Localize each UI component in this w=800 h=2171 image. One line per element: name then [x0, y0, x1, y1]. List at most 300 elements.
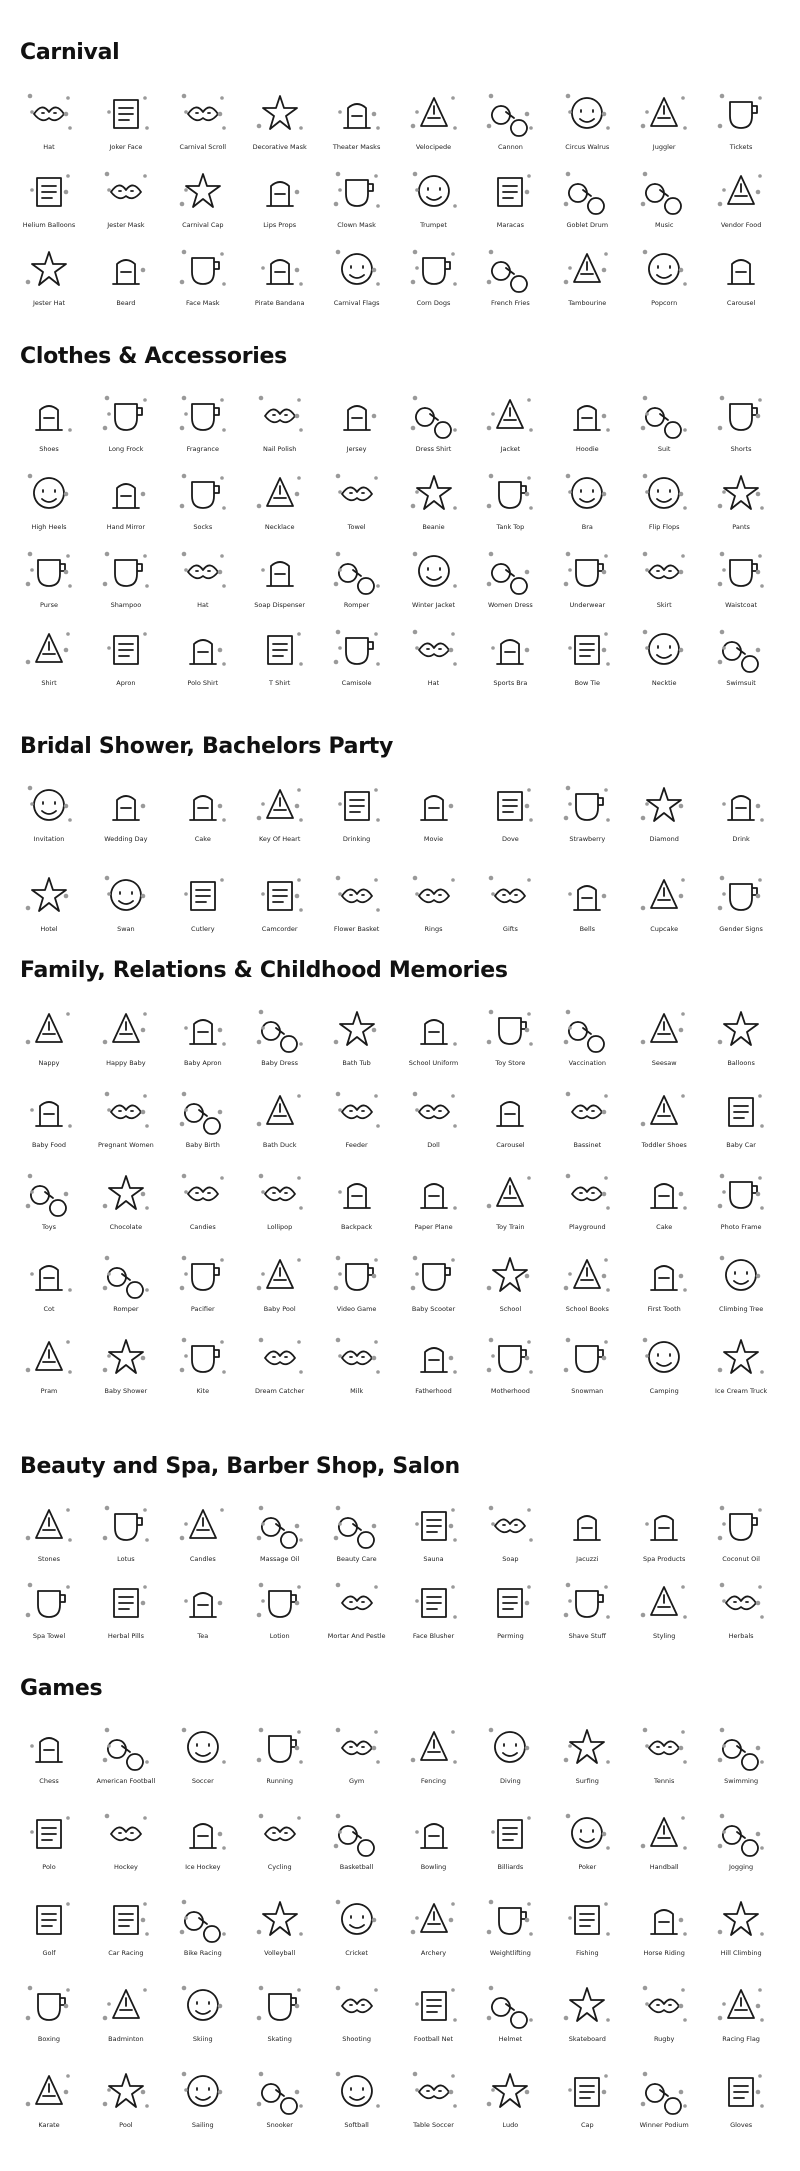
car-racing-icon — [99, 1892, 153, 1946]
decor-dot — [103, 1286, 108, 1291]
decor-dot — [179, 1368, 184, 1373]
decor-dot — [604, 1094, 608, 1098]
carnival-flags-icon — [330, 242, 384, 296]
icon-tile-carnival-cap — [165, 164, 241, 229]
decor-dot — [606, 1846, 610, 1850]
decor-dot — [412, 1092, 417, 1097]
tambourine-icon — [560, 242, 614, 296]
dress-shirt-icon — [407, 388, 461, 442]
decor-dot — [64, 2004, 69, 2009]
decor-dot — [525, 570, 530, 575]
decor-dot — [722, 892, 726, 896]
decor-dot — [683, 126, 687, 130]
camping-icon — [637, 1330, 691, 1384]
tank-top-icon — [483, 466, 537, 520]
icon-tile-ice-hockey — [165, 1806, 241, 1871]
decor-dot — [66, 632, 70, 636]
icon-caption: Skateboard — [568, 2035, 606, 2043]
decor-dot — [26, 582, 31, 587]
icon-tile-lollipop — [242, 1166, 318, 1231]
icon-caption: Diamond — [649, 835, 679, 843]
decor-dot — [758, 1508, 762, 1512]
decor-dot — [453, 584, 457, 588]
decor-dot — [720, 1256, 725, 1261]
shoes-icon — [22, 388, 76, 442]
shirt-icon — [22, 622, 76, 676]
toy-train-icon — [483, 1166, 537, 1220]
decor-dot — [222, 1042, 226, 1046]
decor-dot — [220, 1340, 224, 1344]
icon-tile-dream-catcher — [242, 1330, 318, 1395]
decor-dot — [528, 174, 532, 178]
icon-caption: Playground — [569, 1223, 606, 1231]
decor-dot — [564, 1613, 569, 1618]
lips-props-icon — [253, 164, 307, 218]
decor-dot — [26, 1368, 31, 1373]
american-football-icon — [99, 1720, 153, 1774]
decor-dot — [335, 172, 340, 177]
decor-dot — [568, 1272, 572, 1276]
icon-caption: High Heels — [31, 523, 67, 531]
decor-dot — [371, 1524, 376, 1529]
face-mask-icon — [176, 242, 230, 296]
icon-caption: Running — [266, 1777, 293, 1785]
decor-dot — [30, 1744, 34, 1748]
decor-dot — [756, 1601, 761, 1606]
decor-dot — [64, 492, 69, 497]
decor-dot — [487, 1930, 492, 1935]
decor-dot — [181, 1728, 186, 1733]
decor-dot — [261, 1272, 265, 1276]
decor-dot — [374, 1258, 378, 1262]
decor-dot — [525, 2090, 530, 2095]
decor-dot — [530, 1042, 534, 1046]
icon-caption: Socks — [193, 523, 213, 531]
icon-caption: Winner Podium — [639, 2121, 689, 2129]
icon-tile-suit — [626, 388, 702, 453]
icon-tile-baby-food — [11, 1084, 87, 1149]
icon-tile-chocolate — [88, 1166, 164, 1231]
icon-caption: Gifts — [502, 925, 518, 933]
decor-dot — [487, 1204, 492, 1209]
icon-caption: Vendor Food — [720, 221, 762, 229]
hill-climbing-icon — [714, 1892, 768, 1946]
decor-dot — [107, 110, 111, 114]
icon-tile-maracas — [472, 164, 548, 229]
icon-caption: Bow Tie — [574, 679, 600, 687]
icon-caption: Gender Signs — [719, 925, 763, 933]
decor-dot — [105, 876, 110, 881]
icon-caption: Cannon — [497, 143, 523, 151]
wedding-day-icon — [99, 778, 153, 832]
icon-caption: Photo Frame — [720, 1223, 762, 1231]
decor-dot — [26, 2016, 31, 2021]
icon-caption: Pacifier — [190, 1305, 215, 1313]
decor-dot — [66, 2074, 70, 2078]
icon-tile-fragrance — [165, 388, 241, 453]
decor-dot — [604, 2074, 608, 2078]
icon-tile-beauty-care — [319, 1498, 395, 1563]
decor-dot — [760, 1932, 764, 1936]
icon-caption: Rings — [424, 925, 443, 933]
baby-food-icon — [22, 1084, 76, 1138]
icon-caption: Vaccination — [568, 1059, 607, 1067]
decor-dot — [333, 582, 338, 587]
icon-tile-jester-mask — [88, 164, 164, 229]
icon-caption: Basketball — [339, 1863, 374, 1871]
icon-caption: Clown Mask — [337, 221, 376, 229]
decor-dot — [299, 2104, 303, 2108]
decor-dot — [184, 1108, 188, 1112]
icon-caption: Swimming — [724, 1777, 759, 1785]
decor-dot — [564, 1368, 569, 1373]
icon-tile-baby-scooter — [396, 1248, 472, 1313]
icon-tile-necktie — [626, 622, 702, 687]
decor-dot — [294, 2004, 299, 2009]
decor-dot — [256, 2016, 261, 2021]
icon-caption: Beauty Care — [336, 1555, 377, 1563]
icon-tile-romper — [88, 1248, 164, 1313]
icon-caption: Polo — [42, 1863, 56, 1871]
decor-dot — [679, 1746, 684, 1751]
decor-dot — [143, 1902, 147, 1906]
pacifier-icon — [176, 1248, 230, 1302]
icon-caption: Toddler Shoes — [641, 1141, 687, 1149]
icon-caption: Hockey — [113, 1863, 138, 1871]
decor-dot — [643, 250, 648, 255]
decor-dot — [530, 818, 534, 822]
icon-caption: Billiards — [497, 1863, 524, 1871]
icon-tile-cutlery — [165, 868, 241, 933]
baby-apron-icon — [176, 1002, 230, 1056]
decor-dot — [179, 426, 184, 431]
icon-tile-toy-store — [472, 1002, 548, 1067]
balloons-icon — [714, 1002, 768, 1056]
decor-dot — [184, 892, 188, 896]
horse-riding-icon — [637, 1892, 691, 1946]
sports-bra-icon — [483, 622, 537, 676]
icon-tile-playground — [549, 1166, 625, 1231]
decor-dot — [487, 1040, 492, 1045]
decor-dot — [760, 1124, 764, 1128]
decor-dot — [568, 490, 572, 494]
decor-dot — [297, 1816, 301, 1820]
icon-caption: Softball — [344, 2121, 369, 2129]
suit-icon — [637, 388, 691, 442]
icon-tile-racing-flag — [703, 1978, 779, 2043]
decor-dot — [528, 1176, 532, 1180]
icon-tile-hat — [165, 544, 241, 609]
decor-dot — [528, 1012, 532, 1016]
decor-dot — [141, 804, 146, 809]
icon-caption: Baby Pool — [263, 1305, 296, 1313]
decor-dot — [412, 172, 417, 177]
icon-caption: Necktie — [651, 679, 677, 687]
decor-dot — [453, 2018, 457, 2022]
icon-caption: Weightlifting — [489, 1949, 531, 1957]
hand-mirror-icon — [99, 466, 153, 520]
icon-caption: Bike Racing — [183, 1949, 222, 1957]
icon-caption: Skiing — [192, 2035, 213, 2043]
decor-dot — [451, 252, 455, 256]
school-uniform-icon — [407, 1002, 461, 1056]
decor-dot — [760, 1846, 764, 1850]
decor-dot — [294, 804, 299, 809]
bells-icon — [560, 868, 614, 922]
decor-dot — [143, 1585, 147, 1589]
rugby-icon — [637, 1978, 691, 2032]
icon-caption: Carnival Flags — [333, 299, 380, 307]
decor-dot — [679, 2004, 684, 2009]
icon-caption: Spa Towel — [32, 1632, 66, 1640]
icon-tile-pacifier — [165, 1248, 241, 1313]
decor-dot — [453, 1124, 457, 1128]
icon-tile-flip-flops — [626, 466, 702, 531]
decor-dot — [184, 568, 188, 572]
icon-tile-golf — [11, 1892, 87, 1957]
icon-tile-candles — [165, 1498, 241, 1563]
football-net-icon — [407, 1978, 461, 2032]
decor-dot — [217, 1832, 222, 1837]
decor-dot — [566, 1010, 571, 1015]
decor-dot — [256, 1040, 261, 1045]
icon-caption: Shooting — [342, 2035, 371, 2043]
icon-caption: Snooker — [266, 2121, 293, 2129]
decor-dot — [64, 648, 69, 653]
decor-dot — [679, 894, 684, 899]
decor-dot — [758, 1176, 762, 1180]
decor-dot — [641, 816, 646, 821]
decor-dot — [103, 1040, 108, 1045]
decor-dot — [220, 398, 224, 402]
camisole-icon — [330, 622, 384, 676]
decor-dot — [489, 1900, 494, 1905]
decor-dot — [683, 1760, 687, 1764]
icon-caption: Motherhood — [490, 1387, 530, 1395]
icon-caption: Flower Basket — [333, 925, 380, 933]
icon-tile-fencing — [396, 1720, 472, 1785]
icon-caption: T Shirt — [269, 679, 291, 687]
decor-dot — [525, 648, 530, 653]
video-game-icon — [330, 1248, 384, 1302]
decor-dot — [338, 188, 342, 192]
icon-caption: Face Mask — [186, 299, 220, 307]
decor-dot — [756, 190, 761, 195]
ice-hockey-icon — [176, 1806, 230, 1860]
icon-tile-feeder — [319, 1084, 395, 1149]
decor-dot — [107, 892, 111, 896]
decor-dot — [602, 268, 607, 273]
gender-signs-icon — [714, 868, 768, 922]
decor-dot — [376, 282, 380, 286]
french-fries-icon — [483, 242, 537, 296]
rings-icon — [407, 868, 461, 922]
decor-dot — [415, 1830, 419, 1834]
icon-tile-t-shirt — [242, 622, 318, 687]
decor-dot — [758, 398, 762, 402]
decor-dot — [297, 476, 301, 480]
decor-dot — [64, 190, 69, 195]
decor-dot — [720, 630, 725, 635]
playground-icon — [560, 1166, 614, 1220]
decor-dot — [415, 1599, 419, 1603]
decor-dot — [756, 894, 761, 899]
decor-dot — [220, 554, 224, 558]
decor-dot — [26, 280, 31, 285]
decor-dot — [758, 174, 762, 178]
icon-tile-beard — [88, 242, 164, 307]
decor-dot — [66, 1902, 70, 1906]
icon-caption: Hotel — [40, 925, 58, 933]
decor-dot — [333, 1844, 338, 1849]
icon-caption: Fatherhood — [415, 1387, 452, 1395]
toys-icon — [22, 1166, 76, 1220]
decor-dot — [564, 816, 569, 821]
icon-caption: Joker Face — [109, 143, 143, 151]
decor-dot — [453, 204, 457, 208]
icon-tile-sailing — [165, 2064, 241, 2129]
decor-dot — [105, 396, 110, 401]
icon-caption: Polo Shirt — [187, 679, 219, 687]
decor-dot — [105, 1092, 110, 1097]
section-title-games: Games — [20, 1676, 103, 1701]
icon-caption: Nappy — [38, 1059, 60, 1067]
decor-dot — [679, 1192, 684, 1197]
decor-dot — [758, 1094, 762, 1098]
icon-tile-high-heels — [11, 466, 87, 531]
popcorn-icon — [637, 242, 691, 296]
decor-dot — [683, 2018, 687, 2022]
decor-dot — [335, 1092, 340, 1097]
decor-dot — [143, 1094, 147, 1098]
icon-tile-hotel — [11, 868, 87, 933]
icon-tile-paper-plane — [396, 1166, 472, 1231]
icon-tile-toy-train — [472, 1166, 548, 1231]
decor-dot — [145, 1932, 149, 1936]
decor-dot — [756, 2090, 761, 2095]
decor-dot — [683, 506, 687, 510]
decor-dot — [181, 1174, 186, 1179]
icon-tile-snooker — [242, 2064, 318, 2129]
decor-dot — [145, 1288, 149, 1292]
icon-tile-velocipede — [396, 86, 472, 151]
icon-caption: Movie — [423, 835, 444, 843]
decor-dot — [489, 1010, 494, 1015]
icon-tile-helmet — [472, 1978, 548, 2043]
decor-dot — [645, 412, 649, 416]
decor-dot — [453, 428, 457, 432]
decor-dot — [103, 1536, 108, 1541]
decor-dot — [643, 396, 648, 401]
decor-dot — [338, 1522, 342, 1526]
swan-icon — [99, 868, 153, 922]
decor-dot — [604, 1176, 608, 1180]
decor-dot — [645, 1744, 649, 1748]
icon-tile-bow-tie — [549, 622, 625, 687]
decor-dot — [641, 2102, 646, 2107]
icon-tile-cycling — [242, 1806, 318, 1871]
decor-dot — [28, 94, 33, 99]
decor-dot — [606, 428, 610, 432]
decor-dot — [66, 1012, 70, 1016]
decor-dot — [335, 2072, 340, 2077]
icon-caption: Shampoo — [110, 601, 142, 609]
icon-tile-tickets — [703, 86, 779, 151]
icon-caption: Jersey — [346, 445, 367, 453]
decor-dot — [722, 1190, 726, 1194]
icon-tile-shorts — [703, 388, 779, 453]
decor-dot — [66, 1508, 70, 1512]
decor-dot — [453, 126, 457, 130]
socks-icon — [176, 466, 230, 520]
flower-basket-icon — [330, 868, 384, 922]
sailing-icon — [176, 2064, 230, 2118]
decor-dot — [718, 2016, 723, 2021]
icon-tile-gym — [319, 1720, 395, 1785]
section-title-bridal-shower-bachelors-party: Bridal Shower, Bachelors Party — [20, 734, 394, 759]
decor-dot — [568, 568, 572, 572]
icon-caption: Fishing — [575, 1949, 599, 1957]
icon-caption: Boxing — [37, 2035, 61, 2043]
decor-dot — [568, 1744, 572, 1748]
section-title-beauty-and-spa-barber-shop-salon: Beauty and Spa, Barber Shop, Salon — [20, 1454, 460, 1479]
bike-racing-icon — [176, 1892, 230, 1946]
decor-dot — [256, 1536, 261, 1541]
bath-duck-icon — [253, 1084, 307, 1138]
decor-dot — [412, 396, 417, 401]
icon-tile-corn-dogs — [396, 242, 472, 307]
decor-dot — [145, 126, 149, 130]
icon-caption: Toy Train — [496, 1223, 525, 1231]
icon-tile-joker-face — [88, 86, 164, 151]
icon-caption: Wedding Day — [104, 835, 148, 843]
icon-caption: Hat — [43, 143, 55, 151]
movie-icon — [407, 778, 461, 832]
icon-tile-bowling — [396, 1806, 472, 1871]
decor-dot — [412, 630, 417, 635]
decor-dot — [641, 124, 646, 129]
decor-dot — [256, 2102, 261, 2107]
decor-dot — [333, 1040, 338, 1045]
perming-icon — [483, 1575, 537, 1629]
baby-shower-icon — [99, 1330, 153, 1384]
decor-dot — [374, 174, 378, 178]
decor-dot — [756, 414, 761, 419]
icon-tile-women-dress — [472, 544, 548, 609]
decor-dot — [376, 908, 380, 912]
icon-tile-hill-climbing — [703, 1892, 779, 1957]
decor-dot — [220, 1508, 224, 1512]
icon-tile-bath-tub — [319, 1002, 395, 1067]
decor-dot — [103, 2102, 108, 2107]
decor-dot — [602, 1110, 607, 1115]
decor-dot — [107, 1354, 111, 1358]
icon-tile-baby-car — [703, 1084, 779, 1149]
decor-dot — [374, 788, 378, 792]
decor-dot — [760, 1206, 764, 1210]
baby-birth-icon — [176, 1084, 230, 1138]
icon-caption: Camping — [649, 1387, 679, 1395]
gloves-icon — [714, 2064, 768, 2118]
towel-icon — [330, 466, 384, 520]
decor-dot — [722, 1599, 726, 1603]
decor-dot — [376, 662, 380, 666]
decor-dot — [335, 1986, 340, 1991]
icon-tile-winner-podium — [626, 2064, 702, 2129]
icon-caption: Baby Apron — [183, 1059, 222, 1067]
happy-baby-icon — [99, 1002, 153, 1056]
decor-dot — [217, 1028, 222, 1033]
